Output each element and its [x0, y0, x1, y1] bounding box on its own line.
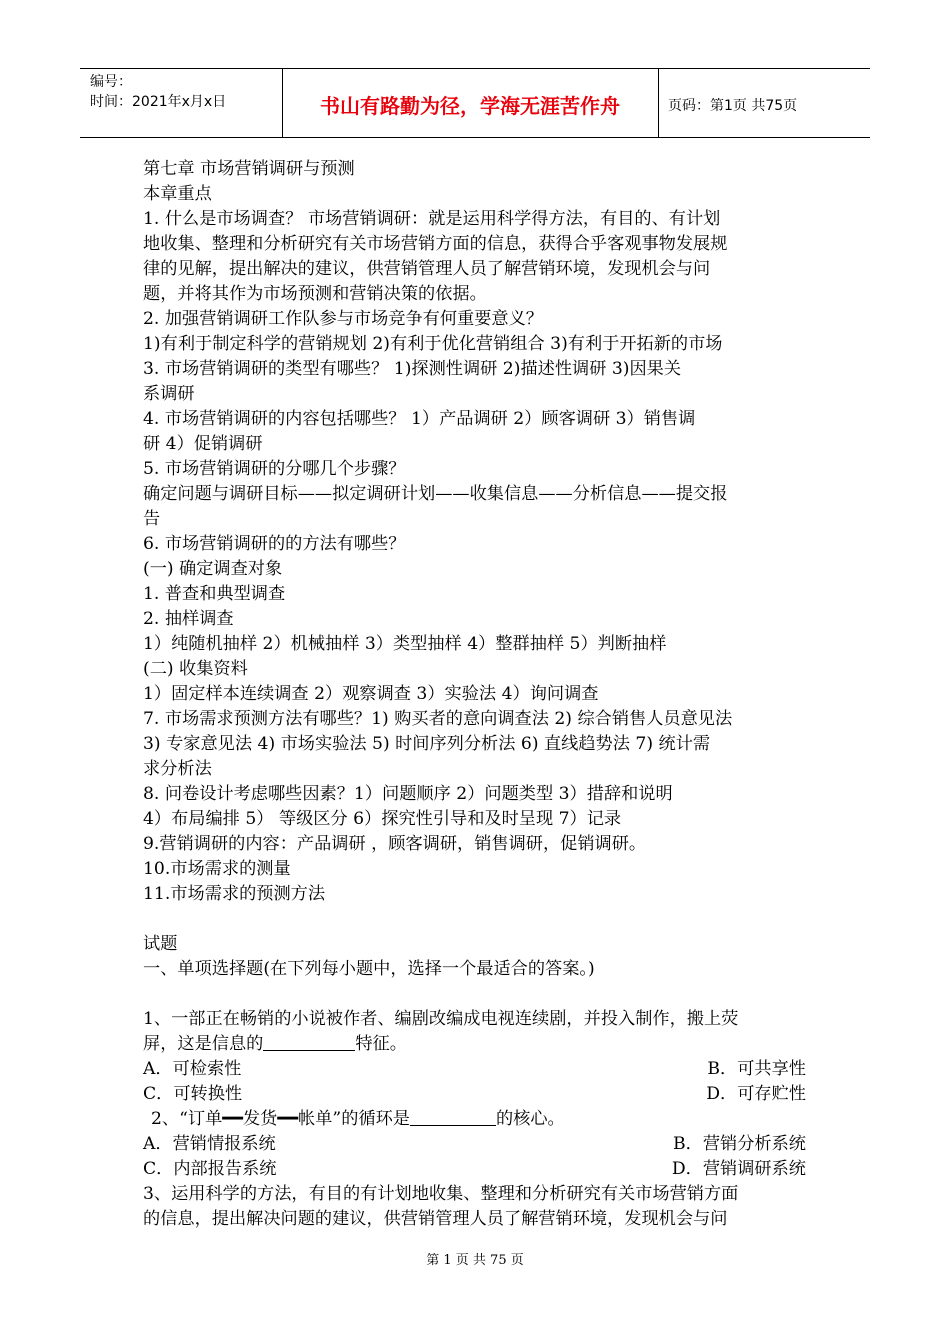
question-line: 的信息，提出解决问题的建议，供营销管理人员了解营销环境，发现机会与问 [143, 1209, 728, 1229]
time-label: 时间：2021年x月x日 [90, 94, 227, 110]
text-line: 1. 普查和典型调查 [143, 584, 286, 604]
option-row [143, 1157, 806, 1182]
text-line: 求分析法 [143, 759, 212, 779]
section-heading: 试题 [143, 934, 178, 954]
question-line: 1、一部正在畅销的小说被作者、编剧改编成电视连续剧，并投入制作，搬上荧 [143, 1009, 739, 1029]
text-line: 1）固定样本连续调查 2）观察调查 3）实验法 4）询问调查 [143, 684, 599, 704]
option-c: C．内部报告系统 [143, 1159, 277, 1179]
text-line: (二) 收集资料 [143, 659, 248, 679]
page-footer: 第 1 页 共 75 页 [426, 1253, 524, 1268]
header-slogan: 书山有路勤为径，学海无涯苦作舟 [320, 94, 620, 118]
text-line: 3. 市场营销调研的类型有哪些？ 1)探测性调研 2)描述性调研 3)因果关 [143, 359, 682, 379]
section-heading: 本章重点 [143, 184, 212, 204]
text-line: 1)有利于制定科学的营销规划 2)有利于优化营销组合 3)有利于开拓新的市场 [143, 334, 723, 354]
text-line: 4. 市场营销调研的内容包括哪些？ 1）产品调研 2）顾客调研 3）销售调 [143, 409, 696, 429]
text-line: 6. 市场营销调研的的方法有哪些？ [143, 534, 406, 554]
text-line: 确定问题与调研目标——拟定调研计划——收集信息——分析信息——提交报 [143, 484, 728, 504]
text-line: 一、单项选择题(在下列每小题中，选择一个最适合的答案。) [143, 959, 595, 979]
text-line: 告 [143, 509, 161, 529]
text-line: 地收集、整理和分析研究有关市场营销方面的信息，获得合乎客观事物发展规 [143, 234, 728, 254]
option-b: B．可共享性 [707, 1059, 806, 1079]
question-line [143, 1032, 806, 1057]
text-line: 系调研 [143, 384, 195, 404]
text-line: 1. 什么是市场调查？ 市场营销调研：就是运用科学得方法，有目的、有计划 [143, 209, 721, 229]
text-line: 10.市场需求的测量 [143, 859, 291, 879]
text-line: 5. 市场营销调研的分哪几个步骤？ [143, 459, 406, 479]
text-line: 2. 加强营销调研工作队参与市场竞争有何重要意义？ [143, 309, 543, 329]
text-line: 1）纯随机抽样 2）机械抽样 3）类型抽样 4）整群抽样 5）判断抽样 [143, 634, 667, 654]
answer-blank [410, 1107, 496, 1126]
text-line: 4）布局编排 5） 等级区分 6）探究性引导和及时呈现 7）记录 [143, 809, 622, 829]
header-divider-right [658, 68, 659, 138]
option-row [143, 1057, 806, 1082]
option-a: A．可检索性 [143, 1059, 242, 1079]
blank-line [143, 907, 806, 932]
text-line: 3) 专家意见法 4) 市场实验法 5) 时间序列分析法 6) 直线趋势法 7) 统计需 [143, 734, 711, 754]
question-line: 3、运用科学的方法，有目的有计划地收集、整理和分析研究有关市场营销方面 [143, 1184, 739, 1204]
answer-blank [263, 1032, 355, 1051]
header-rule-bottom [80, 137, 870, 138]
question-text: 屏，这是信息的 [143, 1034, 264, 1054]
option-row [143, 1132, 806, 1157]
text-line: 11.市场需求的预测方法 [143, 884, 326, 904]
chapter-title: 第七章 市场营销调研与预测 [143, 159, 355, 179]
option-b: B．营销分析系统 [673, 1134, 806, 1154]
document-body [143, 157, 806, 1232]
number-label: 编号： [90, 74, 132, 90]
option-d: D．营销调研系统 [671, 1159, 806, 1179]
text-line: 律的见解，提出解决的建议，供营销管理人员了解营销环境，发现机会与问 [143, 259, 711, 279]
option-a: A．营销情报系统 [143, 1134, 276, 1154]
text-line: 研 4）促销调研 [143, 434, 263, 454]
question-text: 2、“订单━━发货━━帐单”的循环是 [151, 1109, 410, 1129]
option-row [143, 1082, 806, 1107]
text-line: 题，并将其作为市场预测和营销决策的依据。 [143, 284, 487, 304]
blank-line [143, 982, 806, 1007]
header-page-info: 页码：第1页 共75页 [668, 98, 798, 114]
question-text: 特征。 [355, 1034, 407, 1054]
text-line: 2. 抽样调查 [143, 609, 234, 629]
option-d: D．可存贮性 [706, 1084, 806, 1104]
option-c: C．可转换性 [143, 1084, 243, 1104]
text-line: (一) 确定调查对象 [143, 559, 283, 579]
text-line: 8. 问卷设计考虑哪些因素？1）问题顺序 2）问题类型 3）措辞和说明 [143, 784, 673, 804]
question-line [143, 1107, 806, 1132]
header-meta [90, 72, 226, 112]
text-line: 7. 市场需求预测方法有哪些？1) 购买者的意向调查法 2) 综合销售人员意见法 [143, 709, 733, 729]
text-line: 9.营销调研的内容：产品调研 ，顾客调研，销售调研，促销调研。 [143, 834, 647, 854]
question-text: 的核心。 [495, 1109, 565, 1129]
header-rule-top [80, 68, 870, 69]
